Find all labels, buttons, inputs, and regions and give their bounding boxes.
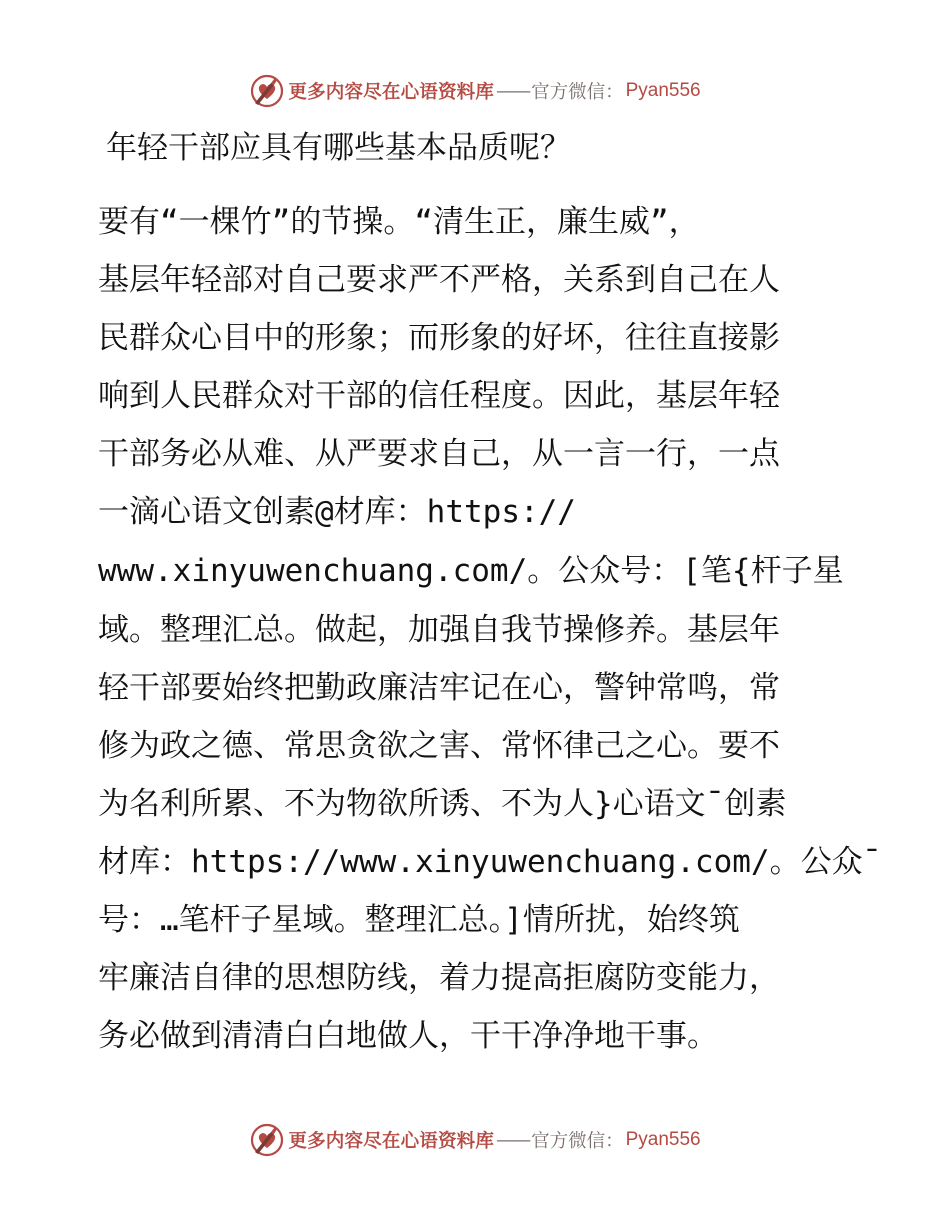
heart-pen-logo-icon [249,73,285,109]
body-line: 民群众心目中的形象；而形象的好坏，往往直接影 [98,320,780,356]
body-line: 牢廉洁自律的思想防线，着力提高拒腐防变能力， [98,960,780,996]
heart-pen-logo-icon [249,1122,285,1158]
banner-wechat-id: Pyan556 [625,1129,701,1150]
banner-sub-text: 官方微信 [531,1131,606,1152]
body-line: 域。整理汇总。做起，加强自我节操修养。基层年 [98,612,780,648]
banner-sub-text: 官方微信 [531,82,606,103]
body-line: 基层年轻部对自己要求严不严格，关系到自己在人 [98,262,780,298]
banner-dash: —— [496,80,530,102]
banner-wechat-id: Pyan556 [625,80,701,101]
banner-main-text: 更多内容尽在心语资料库 [288,82,495,103]
body-line: 修为政之德、常思贪欲之害、常怀律己之心。要不 [98,728,780,764]
body-line: 材库：https://www.xinyuwenchuang.com/。公众¯ [98,844,882,880]
footer-banner [0,1120,950,1160]
body-line: 务必做到清清白白地做人，干干净净地干事。 [98,1018,718,1054]
banner-main-text: 更多内容尽在心语资料库 [288,1131,495,1152]
body-line: 轻干部要始终把勤政廉洁牢记在心，警钟常鸣，常 [98,670,780,706]
banner-dash: —— [496,1129,530,1151]
body-line: 一滴心语文创素@材库：https:// [98,494,576,530]
banner-colon: ： [605,82,624,103]
body-line: 要有“一棵竹”的节操。“清生正，廉生威”， [98,204,700,240]
body-line: 响到人民群众对干部的信任程度。因此，基层年轻 [98,378,780,414]
body-line: 号：…笔杆子星域。整理汇总。]情所扰，始终筑 [98,902,740,938]
banner-colon: ： [605,1131,624,1152]
header-banner [0,71,950,111]
body-line: 为名利所累、不为物欲所诱、不为人}心语文¯创素 [98,786,787,822]
body-line: www.xinyuwenchuang.com/。公众号：[笔{杆子星 [98,553,844,589]
body-line: 干部务必从难、从严要求自己，从一言一行，一点 [98,436,780,472]
page-title: 年轻干部应具有哪些基本品质呢？ [106,130,571,166]
